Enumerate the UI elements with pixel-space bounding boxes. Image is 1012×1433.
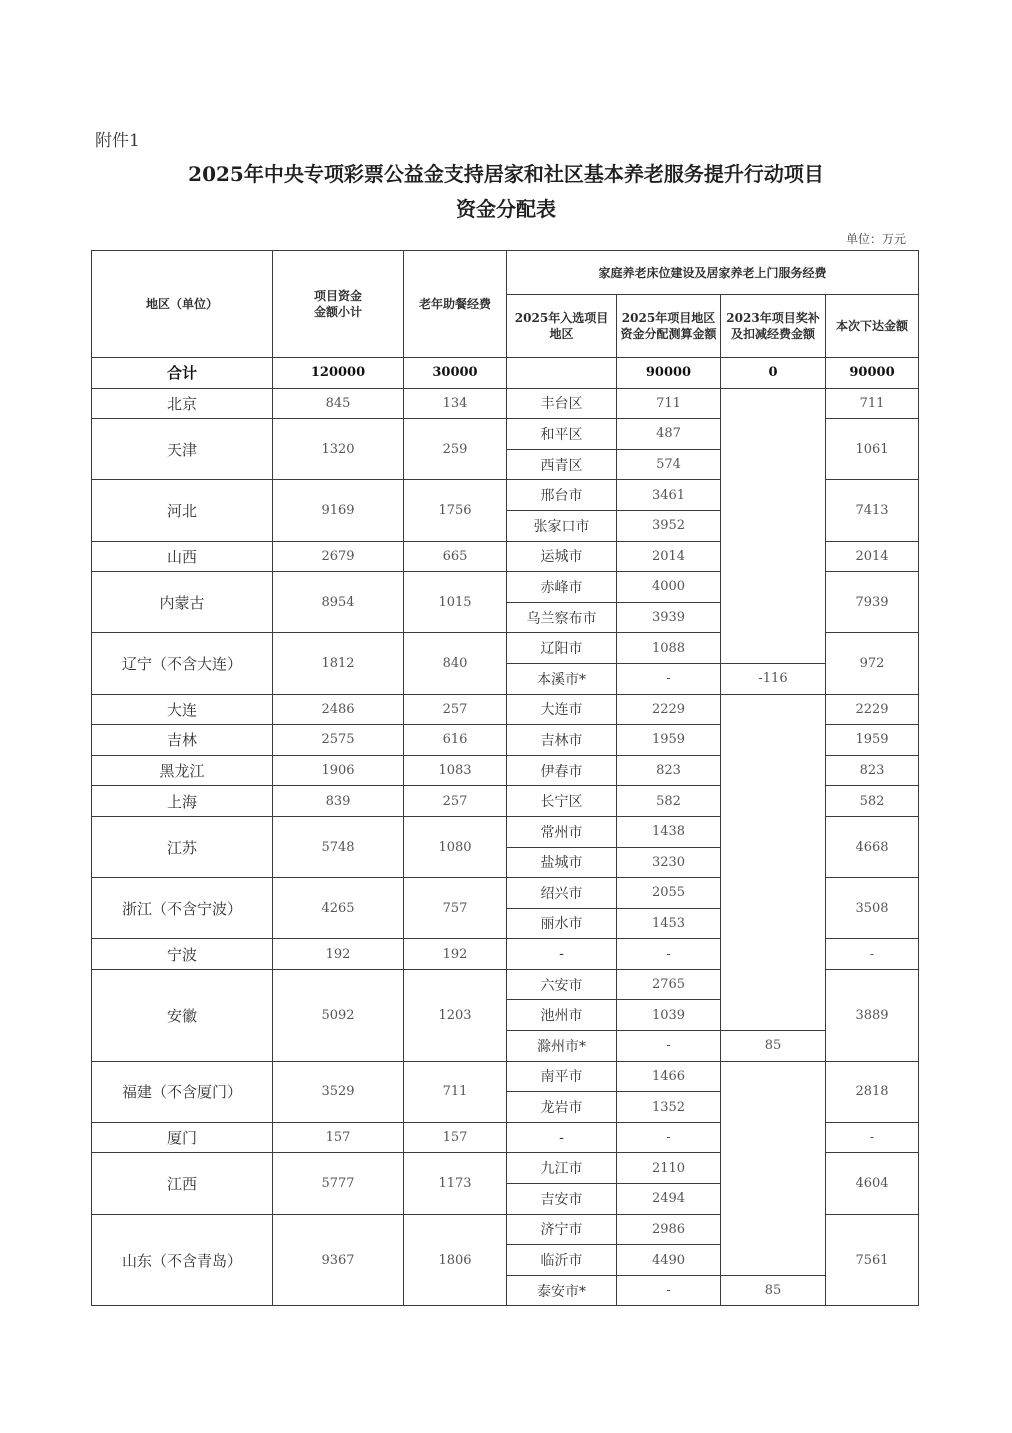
province-name: 吉林: [92, 725, 273, 756]
province-name: 宁波: [92, 939, 273, 970]
table-row: [92, 694, 919, 725]
province-name: 天津: [92, 419, 273, 480]
city-name: 六安市: [507, 969, 617, 1000]
table-row: [92, 388, 919, 419]
city-name: 滁州市*: [507, 1031, 617, 1062]
city-budget: 2494: [617, 1184, 721, 1215]
header-meals: 老年助餐经费: [404, 251, 507, 358]
city-name: 龙岩市: [507, 1092, 617, 1123]
province-issued: 3508: [826, 878, 919, 939]
city-name: 西青区: [507, 449, 617, 480]
city-budget: 3461: [617, 480, 721, 511]
province-subtotal: 9169: [273, 480, 404, 541]
province-name: 辽宁（不含大连）: [92, 633, 273, 694]
city-budget: 2986: [617, 1214, 721, 1245]
city-budget: 2229: [617, 694, 721, 725]
city-budget: -: [617, 1275, 721, 1306]
province-meals: 1083: [404, 755, 507, 786]
province-subtotal: 2575: [273, 725, 404, 756]
province-issued: 711: [826, 388, 919, 419]
city-budget: 1453: [617, 908, 721, 939]
province-name: 安徽: [92, 969, 273, 1061]
province-name: 黑龙江: [92, 755, 273, 786]
city-name: 吉安市: [507, 1184, 617, 1215]
total-meals: 30000: [404, 358, 507, 389]
city-name: 盐城市: [507, 847, 617, 878]
city-budget: 582: [617, 786, 721, 817]
city-name: 济宁市: [507, 1214, 617, 1245]
province-issued: 7413: [826, 480, 919, 541]
province-meals: 157: [404, 1122, 507, 1153]
city-budget: -: [617, 1122, 721, 1153]
province-subtotal: 5748: [273, 816, 404, 877]
province-name: 厦门: [92, 1122, 273, 1153]
city-budget: 2765: [617, 969, 721, 1000]
city-budget: 711: [617, 388, 721, 419]
province-name: 山东（不含青岛）: [92, 1214, 273, 1306]
city-budget: 1352: [617, 1092, 721, 1123]
province-meals: 1806: [404, 1214, 507, 1306]
province-issued: 4668: [826, 816, 919, 877]
city-budget: 1438: [617, 816, 721, 847]
province-issued: 2229: [826, 694, 919, 725]
province-name: 江苏: [92, 816, 273, 877]
total-issued: 90000: [826, 358, 919, 389]
total-subtotal: 120000: [273, 358, 404, 389]
city-name: 运城市: [507, 541, 617, 572]
header-adjust: 2023年项目奖补及扣减经费金额: [721, 295, 826, 358]
province-name: 江西: [92, 1153, 273, 1214]
province-subtotal: 839: [273, 786, 404, 817]
province-issued: 582: [826, 786, 919, 817]
city-name: 伊春市: [507, 755, 617, 786]
province-name: 北京: [92, 388, 273, 419]
province-issued: 7939: [826, 572, 919, 633]
province-name: 山西: [92, 541, 273, 572]
total-selected: [507, 358, 617, 389]
city-budget: 3952: [617, 510, 721, 541]
attachment-label: 附件1: [95, 131, 140, 151]
province-issued: 4604: [826, 1153, 919, 1214]
province-subtotal: 157: [273, 1122, 404, 1153]
province-meals: 1173: [404, 1153, 507, 1214]
city-name: 泰安市*: [507, 1275, 617, 1306]
province-issued: 972: [826, 633, 919, 694]
province-meals: 257: [404, 694, 507, 725]
city-name: 常州市: [507, 816, 617, 847]
province-subtotal: 8954: [273, 572, 404, 633]
header-selected: 2025年入选项目地区: [507, 295, 617, 358]
header-issued: 本次下达金额: [826, 295, 919, 358]
province-name: 浙江（不含宁波）: [92, 878, 273, 939]
province-subtotal: 9367: [273, 1214, 404, 1306]
city-name: 辽阳市: [507, 633, 617, 664]
city-budget: 3230: [617, 847, 721, 878]
header-budget: 2025年项目地区资金分配测算金额: [617, 295, 721, 358]
header-group: 家庭养老床位建设及居家养老上门服务经费: [507, 251, 919, 295]
province-issued: 1061: [826, 419, 919, 480]
province-subtotal: 5092: [273, 969, 404, 1061]
city-budget: 1088: [617, 633, 721, 664]
city-name: 张家口市: [507, 510, 617, 541]
province-meals: 1015: [404, 572, 507, 633]
city-budget: 2055: [617, 878, 721, 909]
city-name: 绍兴市: [507, 878, 617, 909]
province-issued: -: [826, 1122, 919, 1153]
city-budget: 4000: [617, 572, 721, 603]
city-budget: 823: [617, 755, 721, 786]
document-title: 2025年中央专项彩票公益金支持居家和社区基本养老服务提升行动项目: [188, 162, 824, 186]
city-name: 丰台区: [507, 388, 617, 419]
city-budget: 487: [617, 419, 721, 450]
province-meals: 840: [404, 633, 507, 694]
province-issued: 823: [826, 755, 919, 786]
province-subtotal: 1320: [273, 419, 404, 480]
province-meals: 257: [404, 786, 507, 817]
city-adjust: 85: [721, 1275, 826, 1306]
city-name: 南平市: [507, 1061, 617, 1092]
adjust-empty: [721, 694, 826, 1031]
province-meals: 192: [404, 939, 507, 970]
city-budget: 3939: [617, 602, 721, 633]
total-budget: 90000: [617, 358, 721, 389]
province-name: 大连: [92, 694, 273, 725]
header-subtotal: 项目资金金额小计: [273, 251, 404, 358]
allocation-table: [91, 250, 919, 1306]
city-name: -: [507, 939, 617, 970]
city-name: 临沂市: [507, 1245, 617, 1276]
city-name: 大连市: [507, 694, 617, 725]
header-region: 地区（单位）: [92, 251, 273, 358]
province-meals: 1080: [404, 816, 507, 877]
province-meals: 134: [404, 388, 507, 419]
province-subtotal: 5777: [273, 1153, 404, 1214]
province-issued: 3889: [826, 969, 919, 1061]
document-subtitle: 资金分配表: [456, 197, 556, 221]
city-name: 吉林市: [507, 725, 617, 756]
province-meals: 616: [404, 725, 507, 756]
province-name: 河北: [92, 480, 273, 541]
city-adjust: -116: [721, 663, 826, 694]
province-issued: 2014: [826, 541, 919, 572]
city-name: 池州市: [507, 1000, 617, 1031]
city-name: 长宁区: [507, 786, 617, 817]
province-meals: 1756: [404, 480, 507, 541]
table-row: [92, 1061, 919, 1092]
province-issued: 1959: [826, 725, 919, 756]
province-meals: 665: [404, 541, 507, 572]
province-issued: 7561: [826, 1214, 919, 1306]
province-name: 内蒙古: [92, 572, 273, 633]
city-name: 丽水市: [507, 908, 617, 939]
province-subtotal: 1812: [273, 633, 404, 694]
province-name: 上海: [92, 786, 273, 817]
province-subtotal: 3529: [273, 1061, 404, 1122]
city-budget: 1466: [617, 1061, 721, 1092]
city-name: 九江市: [507, 1153, 617, 1184]
province-subtotal: 1906: [273, 755, 404, 786]
city-name: 本溪市*: [507, 663, 617, 694]
province-meals: 1203: [404, 969, 507, 1061]
province-subtotal: 2679: [273, 541, 404, 572]
city-name: -: [507, 1122, 617, 1153]
city-name: 乌兰察布市: [507, 602, 617, 633]
city-budget: 2014: [617, 541, 721, 572]
city-budget: -: [617, 939, 721, 970]
province-subtotal: 845: [273, 388, 404, 419]
province-meals: 757: [404, 878, 507, 939]
city-name: 和平区: [507, 419, 617, 450]
unit-label: 单位：万元: [845, 232, 906, 246]
province-subtotal: 4265: [273, 878, 404, 939]
city-budget: 1959: [617, 725, 721, 756]
province-subtotal: 192: [273, 939, 404, 970]
city-budget: 4490: [617, 1245, 721, 1276]
city-budget: -: [617, 663, 721, 694]
total-adjust: 0: [721, 358, 826, 389]
city-name: 邢台市: [507, 480, 617, 511]
province-subtotal: 2486: [273, 694, 404, 725]
total-row: [92, 358, 919, 389]
adjust-empty: [721, 388, 826, 663]
province-meals: 259: [404, 419, 507, 480]
city-budget: 2110: [617, 1153, 721, 1184]
city-budget: 574: [617, 449, 721, 480]
city-budget: 1039: [617, 1000, 721, 1031]
province-issued: 2818: [826, 1061, 919, 1122]
adjust-empty: [721, 1061, 826, 1275]
city-budget: -: [617, 1031, 721, 1062]
province-issued: -: [826, 939, 919, 970]
city-name: 赤峰市: [507, 572, 617, 603]
city-adjust: 85: [721, 1031, 826, 1062]
province-meals: 711: [404, 1061, 507, 1122]
province-name: 福建（不含厦门）: [92, 1061, 273, 1122]
total-label: 合计: [92, 358, 273, 389]
